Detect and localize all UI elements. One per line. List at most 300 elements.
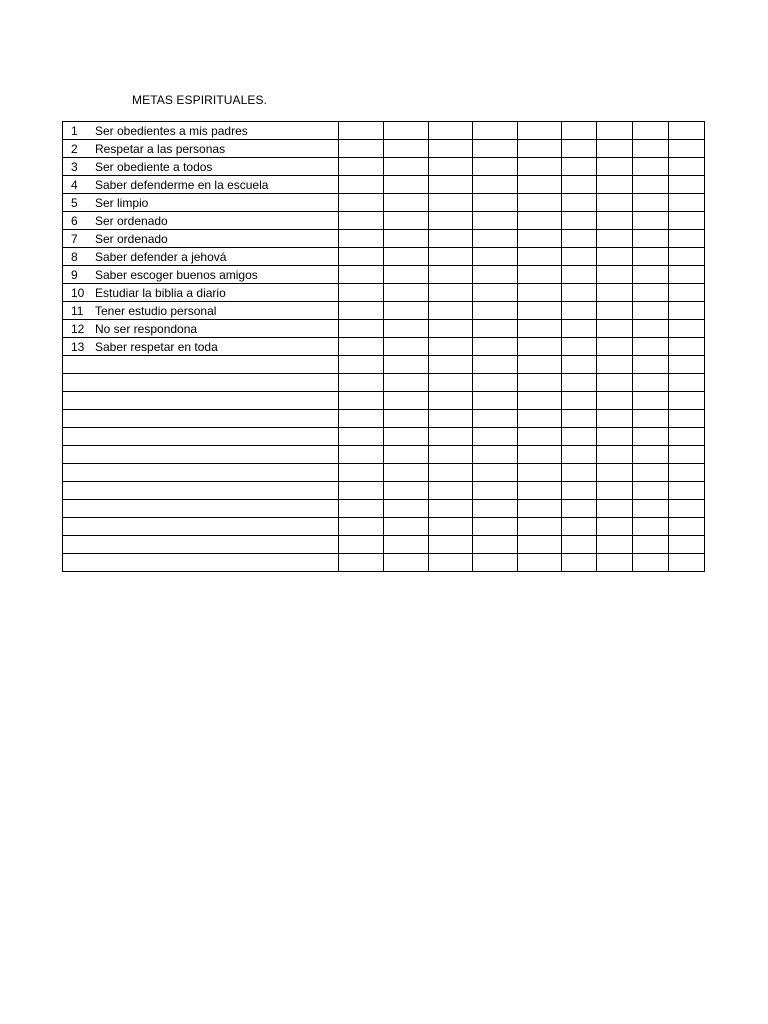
tracking-cell xyxy=(473,230,518,248)
goal-cell xyxy=(63,248,339,266)
tracking-cell xyxy=(384,464,429,482)
tracking-cell xyxy=(669,482,705,500)
tracking-cell xyxy=(473,122,518,140)
tracking-cell xyxy=(429,374,473,392)
tracking-cell xyxy=(633,464,669,482)
tracking-cell xyxy=(384,302,429,320)
tracking-cell xyxy=(429,194,473,212)
tracking-cell xyxy=(597,410,633,428)
goal-cell xyxy=(63,320,339,338)
tracking-cell xyxy=(562,428,597,446)
tracking-cell xyxy=(429,518,473,536)
tracking-cell xyxy=(597,356,633,374)
tracking-cell xyxy=(429,446,473,464)
goal-cell xyxy=(63,464,339,482)
tracking-cell xyxy=(518,122,562,140)
tracking-cell xyxy=(339,122,384,140)
tracking-cell xyxy=(562,212,597,230)
tracking-cell xyxy=(384,140,429,158)
tracking-cell xyxy=(339,428,384,446)
tracking-cell xyxy=(339,356,384,374)
tracking-cell xyxy=(339,518,384,536)
tracking-cell xyxy=(633,122,669,140)
tracking-cell xyxy=(518,338,562,356)
tracking-cell xyxy=(597,158,633,176)
tracking-cell xyxy=(339,464,384,482)
tracking-cell xyxy=(473,428,518,446)
table-row xyxy=(63,320,705,338)
tracking-cell xyxy=(518,302,562,320)
table-row xyxy=(63,500,705,518)
goal-number: 6 xyxy=(71,213,78,228)
tracking-cell xyxy=(429,122,473,140)
tracking-cell xyxy=(562,446,597,464)
tracking-cell xyxy=(518,536,562,554)
goal-text: Saber defender a jehová xyxy=(95,249,227,264)
tracking-cell xyxy=(429,158,473,176)
table-row xyxy=(63,284,705,302)
tracking-cell xyxy=(384,500,429,518)
tracking-cell xyxy=(597,464,633,482)
tracking-cell xyxy=(633,536,669,554)
goal-text: Estudiar la biblia a diario xyxy=(95,285,226,300)
table-row xyxy=(63,518,705,536)
goal-number: 7 xyxy=(71,231,78,246)
table-row xyxy=(63,464,705,482)
tracking-cell xyxy=(669,140,705,158)
goal-number: 5 xyxy=(71,195,78,210)
tracking-cell xyxy=(429,500,473,518)
table-row xyxy=(63,158,705,176)
table-row xyxy=(63,392,705,410)
tracking-cell xyxy=(562,482,597,500)
goal-cell xyxy=(63,176,339,194)
tracking-cell xyxy=(339,482,384,500)
tracking-cell xyxy=(384,356,429,374)
goal-cell xyxy=(63,158,339,176)
tracking-cell xyxy=(429,284,473,302)
tracking-cell xyxy=(669,536,705,554)
tracking-cell xyxy=(339,230,384,248)
goal-number: 12 xyxy=(71,321,85,336)
table-row xyxy=(63,230,705,248)
tracking-cell xyxy=(633,320,669,338)
table-row xyxy=(63,302,705,320)
table-row xyxy=(63,446,705,464)
tracking-cell xyxy=(597,500,633,518)
tracking-cell xyxy=(518,392,562,410)
goal-text: Saber defenderme en la escuela xyxy=(95,177,269,192)
table-row xyxy=(63,374,705,392)
tracking-cell xyxy=(669,284,705,302)
tracking-cell xyxy=(384,212,429,230)
tracking-cell xyxy=(384,248,429,266)
tracking-cell xyxy=(384,392,429,410)
tracking-cell xyxy=(473,284,518,302)
tracking-cell xyxy=(597,446,633,464)
tracking-cell xyxy=(384,122,429,140)
goal-cell xyxy=(63,536,339,554)
goal-number: 3 xyxy=(71,159,78,174)
goal-cell xyxy=(63,212,339,230)
tracking-cell xyxy=(429,320,473,338)
tracking-cell xyxy=(562,500,597,518)
tracking-cell xyxy=(562,338,597,356)
goal-text: Respetar a las personas xyxy=(95,141,226,156)
goal-cell xyxy=(63,410,339,428)
tracking-cell xyxy=(473,518,518,536)
tracking-cell xyxy=(633,356,669,374)
tracking-cell xyxy=(339,248,384,266)
tracking-cell xyxy=(562,536,597,554)
goal-text: Ser ordenado xyxy=(95,231,168,246)
tracking-cell xyxy=(429,212,473,230)
goal-text: Ser ordenado xyxy=(95,213,168,228)
tracking-cell xyxy=(597,194,633,212)
goal-number: 4 xyxy=(71,177,78,192)
tracking-cell xyxy=(633,338,669,356)
tracking-cell xyxy=(473,482,518,500)
tracking-cell xyxy=(473,536,518,554)
goal-number: 2 xyxy=(71,141,78,156)
tracking-cell xyxy=(473,248,518,266)
tracking-cell xyxy=(633,140,669,158)
goals-table-body xyxy=(63,122,705,572)
goal-cell xyxy=(63,230,339,248)
tracking-cell xyxy=(562,554,597,572)
tracking-cell xyxy=(339,446,384,464)
tracking-cell xyxy=(669,554,705,572)
goal-number: 1 xyxy=(71,123,78,138)
tracking-cell xyxy=(384,266,429,284)
tracking-cell xyxy=(669,122,705,140)
tracking-cell xyxy=(384,410,429,428)
tracking-cell xyxy=(597,140,633,158)
tracking-cell xyxy=(339,410,384,428)
tracking-cell xyxy=(339,374,384,392)
goal-text: Ser limpio xyxy=(95,195,149,210)
goals-table xyxy=(62,121,705,572)
tracking-cell xyxy=(669,302,705,320)
tracking-cell xyxy=(429,554,473,572)
tracking-cell xyxy=(597,302,633,320)
tracking-cell xyxy=(562,176,597,194)
table-row xyxy=(63,122,705,140)
tracking-cell xyxy=(473,410,518,428)
goal-cell xyxy=(63,554,339,572)
table-row xyxy=(63,536,705,554)
tracking-cell xyxy=(633,500,669,518)
tracking-cell xyxy=(669,248,705,266)
tracking-cell xyxy=(384,536,429,554)
tracking-cell xyxy=(597,554,633,572)
tracking-cell xyxy=(669,446,705,464)
tracking-cell xyxy=(473,392,518,410)
tracking-cell xyxy=(597,248,633,266)
tracking-cell xyxy=(473,554,518,572)
goal-text: Tener estudio personal xyxy=(95,303,217,318)
tracking-cell xyxy=(562,410,597,428)
tracking-cell xyxy=(597,284,633,302)
tracking-cell xyxy=(429,392,473,410)
goal-cell xyxy=(63,446,339,464)
tracking-cell xyxy=(518,518,562,536)
tracking-cell xyxy=(339,500,384,518)
tracking-cell xyxy=(597,122,633,140)
tracking-cell xyxy=(473,320,518,338)
tracking-cell xyxy=(473,500,518,518)
tracking-cell xyxy=(669,356,705,374)
tracking-cell xyxy=(518,248,562,266)
tracking-cell xyxy=(669,158,705,176)
tracking-cell xyxy=(339,266,384,284)
tracking-cell xyxy=(633,518,669,536)
tracking-cell xyxy=(339,176,384,194)
tracking-cell xyxy=(339,536,384,554)
tracking-cell xyxy=(384,446,429,464)
goal-cell xyxy=(63,302,339,320)
goal-number: 8 xyxy=(71,249,78,264)
goal-cell xyxy=(63,284,339,302)
tracking-cell xyxy=(562,464,597,482)
goal-cell xyxy=(63,194,339,212)
goal-text: Saber respetar en toda xyxy=(95,339,218,354)
tracking-cell xyxy=(597,374,633,392)
tracking-cell xyxy=(562,248,597,266)
tracking-cell xyxy=(339,284,384,302)
tracking-cell xyxy=(473,446,518,464)
tracking-cell xyxy=(429,302,473,320)
tracking-cell xyxy=(597,230,633,248)
tracking-cell xyxy=(429,248,473,266)
tracking-cell xyxy=(339,194,384,212)
tracking-cell xyxy=(562,392,597,410)
tracking-cell xyxy=(669,266,705,284)
table-row xyxy=(63,554,705,572)
tracking-cell xyxy=(597,482,633,500)
tracking-cell xyxy=(597,392,633,410)
tracking-cell xyxy=(518,194,562,212)
table-row xyxy=(63,356,705,374)
tracking-cell xyxy=(562,194,597,212)
tracking-cell xyxy=(669,374,705,392)
tracking-cell xyxy=(669,392,705,410)
tracking-cell xyxy=(339,140,384,158)
tracking-cell xyxy=(518,356,562,374)
tracking-cell xyxy=(339,302,384,320)
table-row xyxy=(63,140,705,158)
tracking-cell xyxy=(562,356,597,374)
tracking-cell xyxy=(633,230,669,248)
tracking-cell xyxy=(384,230,429,248)
tracking-cell xyxy=(633,482,669,500)
tracking-cell xyxy=(429,266,473,284)
tracking-cell xyxy=(384,320,429,338)
goal-cell xyxy=(63,518,339,536)
tracking-cell xyxy=(633,410,669,428)
tracking-cell xyxy=(429,428,473,446)
tracking-cell xyxy=(339,554,384,572)
tracking-cell xyxy=(429,230,473,248)
tracking-cell xyxy=(669,176,705,194)
tracking-cell xyxy=(384,194,429,212)
tracking-cell xyxy=(669,194,705,212)
tracking-cell xyxy=(384,554,429,572)
tracking-cell xyxy=(633,248,669,266)
tracking-cell xyxy=(339,338,384,356)
tracking-cell xyxy=(339,320,384,338)
tracking-cell xyxy=(473,212,518,230)
tracking-cell xyxy=(429,176,473,194)
tracking-cell xyxy=(669,518,705,536)
goal-cell xyxy=(63,374,339,392)
tracking-cell xyxy=(633,284,669,302)
tracking-cell xyxy=(669,428,705,446)
tracking-cell xyxy=(597,518,633,536)
tracking-cell xyxy=(562,302,597,320)
tracking-cell xyxy=(633,554,669,572)
goal-text: Ser obediente a todos xyxy=(95,159,213,174)
tracking-cell xyxy=(562,266,597,284)
goal-text: Saber escoger buenos amigos xyxy=(95,267,258,282)
goal-cell xyxy=(63,338,339,356)
tracking-cell xyxy=(597,428,633,446)
tracking-cell xyxy=(473,302,518,320)
tracking-cell xyxy=(518,500,562,518)
tracking-cell xyxy=(473,266,518,284)
tracking-cell xyxy=(473,374,518,392)
table-row xyxy=(63,410,705,428)
tracking-cell xyxy=(518,428,562,446)
goal-cell xyxy=(63,122,339,140)
goal-number: 13 xyxy=(71,339,85,354)
tracking-cell xyxy=(518,212,562,230)
goal-cell xyxy=(63,140,339,158)
tracking-cell xyxy=(339,212,384,230)
tracking-cell xyxy=(384,482,429,500)
tracking-cell xyxy=(473,158,518,176)
table-row xyxy=(63,428,705,446)
tracking-cell xyxy=(384,176,429,194)
tracking-cell xyxy=(633,212,669,230)
tracking-cell xyxy=(384,518,429,536)
tracking-cell xyxy=(669,212,705,230)
table-row xyxy=(63,248,705,266)
tracking-cell xyxy=(473,464,518,482)
goal-number: 9 xyxy=(71,267,78,282)
table-row xyxy=(63,194,705,212)
tracking-cell xyxy=(384,284,429,302)
goal-cell xyxy=(63,266,339,284)
tracking-cell xyxy=(473,176,518,194)
tracking-cell xyxy=(597,212,633,230)
tracking-cell xyxy=(473,140,518,158)
tracking-cell xyxy=(597,338,633,356)
tracking-cell xyxy=(597,266,633,284)
table-row xyxy=(63,266,705,284)
tracking-cell xyxy=(518,320,562,338)
tracking-cell xyxy=(669,320,705,338)
tracking-cell xyxy=(518,266,562,284)
goal-number: 10 xyxy=(71,285,85,300)
tracking-cell xyxy=(518,464,562,482)
tracking-cell xyxy=(384,374,429,392)
goal-cell xyxy=(63,392,339,410)
tracking-cell xyxy=(633,392,669,410)
tracking-cell xyxy=(518,410,562,428)
tracking-cell xyxy=(384,428,429,446)
tracking-cell xyxy=(597,320,633,338)
goal-cell xyxy=(63,482,339,500)
goal-number: 11 xyxy=(71,303,84,318)
tracking-cell xyxy=(339,158,384,176)
tracking-cell xyxy=(633,194,669,212)
tracking-cell xyxy=(633,266,669,284)
tracking-cell xyxy=(562,230,597,248)
tracking-cell xyxy=(429,464,473,482)
goal-text: No ser respondona xyxy=(95,321,198,336)
page-title: METAS ESPIRITUALES. xyxy=(132,93,268,107)
tracking-cell xyxy=(339,392,384,410)
table-row xyxy=(63,176,705,194)
tracking-cell xyxy=(669,500,705,518)
tracking-cell xyxy=(384,338,429,356)
tracking-cell xyxy=(518,374,562,392)
tracking-cell xyxy=(429,482,473,500)
goal-text: Ser obedientes a mis padres xyxy=(95,123,248,138)
tracking-cell xyxy=(473,194,518,212)
tracking-cell xyxy=(633,302,669,320)
table-row xyxy=(63,482,705,500)
goal-cell xyxy=(63,428,339,446)
tracking-cell xyxy=(633,428,669,446)
tracking-cell xyxy=(429,140,473,158)
tracking-cell xyxy=(669,464,705,482)
tracking-cell xyxy=(669,230,705,248)
tracking-cell xyxy=(562,140,597,158)
tracking-cell xyxy=(518,284,562,302)
tracking-cell xyxy=(518,140,562,158)
tracking-cell xyxy=(597,176,633,194)
tracking-cell xyxy=(518,482,562,500)
tracking-cell xyxy=(669,410,705,428)
tracking-cell xyxy=(429,338,473,356)
tracking-cell xyxy=(562,518,597,536)
tracking-cell xyxy=(429,356,473,374)
tracking-cell xyxy=(633,446,669,464)
table-row xyxy=(63,212,705,230)
tracking-cell xyxy=(518,554,562,572)
tracking-cell xyxy=(518,176,562,194)
tracking-cell xyxy=(518,446,562,464)
tracking-cell xyxy=(518,158,562,176)
tracking-cell xyxy=(633,374,669,392)
goal-cell xyxy=(63,356,339,374)
tracking-cell xyxy=(597,536,633,554)
tracking-cell xyxy=(473,338,518,356)
tracking-cell xyxy=(633,176,669,194)
goal-cell xyxy=(63,500,339,518)
table-row xyxy=(63,338,705,356)
tracking-cell xyxy=(384,158,429,176)
tracking-cell xyxy=(429,536,473,554)
tracking-cell xyxy=(562,320,597,338)
tracking-cell xyxy=(562,158,597,176)
tracking-cell xyxy=(633,158,669,176)
tracking-cell xyxy=(669,338,705,356)
tracking-cell xyxy=(429,410,473,428)
tracking-cell xyxy=(562,374,597,392)
